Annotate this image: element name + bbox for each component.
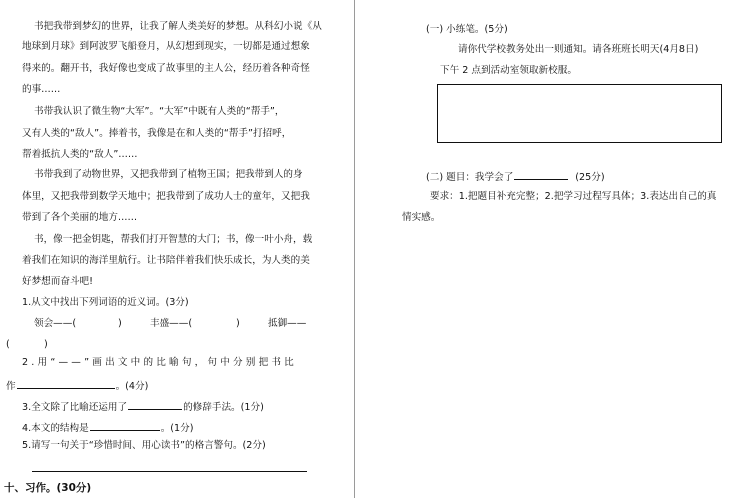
part-2-title-prefix: (二) 题目：我学会了: [426, 172, 514, 183]
q1-word-1-close: ): [118, 318, 122, 329]
part-1-line-1: 请你代学校教务处出一则通知。请各班班长明天(4月8日): [458, 44, 699, 55]
q1-word-2: 丰盛——(: [150, 318, 193, 329]
q1-word-1: 领会——(: [34, 318, 77, 329]
part-2-title-suffix: (25分): [575, 172, 605, 183]
p1-line-2: 地球到月球》到阿波罗飞船登月，从幻想到现实，一切都是通过想象: [22, 41, 310, 52]
question-2-line-2: [6, 377, 148, 394]
p1-line-3: 得来的。翻开书，我好像也变成了故事里的主人公，经历着各种奇怪: [22, 63, 310, 74]
p1-line-1: 书把我带到梦幻的世界，让我了解人类美好的梦想。从科幻小说《从: [34, 21, 322, 32]
p4-line-1: 书，像一把金钥匙，帮我们打开智慧的大门；书，像一叶小舟，载: [34, 234, 313, 245]
p3-line-1: 书带我到了动物世界，又把我带到了植物王国；把我带到人的身: [34, 169, 303, 180]
notice-answer-box[interactable]: [437, 84, 722, 143]
q2-answer-blank[interactable]: [17, 377, 115, 389]
section-10-heading: 十、习作。(30分): [4, 482, 92, 494]
q3-prefix: 3.全文除了比喻还运用了: [22, 402, 128, 413]
p1-line-4: 的事……: [22, 84, 61, 95]
p2-line-3: 帮着抵抗人类的“敌人”……: [22, 149, 138, 160]
q4-answer-blank[interactable]: [90, 419, 160, 431]
q5-answer-line[interactable]: [32, 471, 307, 472]
question-1-stem: 1.从文中找出下列词语的近义词。(3分): [22, 297, 189, 308]
q1-word-3-close: ): [44, 339, 48, 350]
q4-prefix: 4.本文的结构是: [22, 423, 89, 434]
q1-word-2-close: ): [236, 318, 240, 329]
p4-line-3: 好梦想而奋斗吧!: [22, 276, 94, 287]
q2-suffix: 。(4分): [115, 381, 149, 392]
q1-word-3-open: (: [6, 339, 10, 350]
q3-suffix: 的修辞手法。(1分): [183, 402, 264, 413]
part-2-title: [426, 168, 605, 185]
title-answer-blank[interactable]: [514, 168, 568, 180]
p2-line-2: 又有人类的“敌人”。捧着书，我像是在和人类的“帮手”打招呼，: [22, 128, 292, 139]
q2-prefix: 作: [6, 381, 16, 392]
p3-line-2: 体里，又把我带到数学天地中；把我带到了成功人士的童年，又把我: [22, 191, 310, 202]
p2-line-1: 书带我认识了微生物“大军”。“大军”中既有人类的“帮手”，: [34, 106, 285, 117]
right-column: [360, 0, 739, 498]
part-1-line-2: 下午 2 点到活动室领取新校服。: [440, 65, 577, 76]
question-4: [22, 419, 194, 436]
q3-answer-blank[interactable]: [128, 398, 182, 410]
q4-suffix: 。(1分): [160, 423, 194, 434]
part-2-requirement-2: 情实感。: [402, 212, 441, 223]
p4-line-2: 着我们在知识的海洋里航行。让书陪伴着我们快乐成长，为人类的美: [22, 255, 310, 266]
column-divider: [354, 0, 355, 498]
left-column: [0, 0, 350, 498]
question-5: 5.请写一句关于“珍惜时间、用心读书”的格言警句。(2分): [22, 440, 266, 451]
question-2-line-1: 2.用“——”画出文中的比喻句，句中分别把书比: [22, 357, 297, 368]
p3-line-3: 带到了各个美丽的地方……: [22, 212, 138, 223]
part-2-requirement-1: 要求：1.把题目补充完整；2.把学习过程写具体；3.表达出自己的真: [430, 191, 717, 202]
question-3: [22, 398, 264, 415]
part-1-title: (一) 小练笔。(5分): [426, 24, 508, 35]
q1-word-3: 抵御——: [268, 318, 307, 329]
